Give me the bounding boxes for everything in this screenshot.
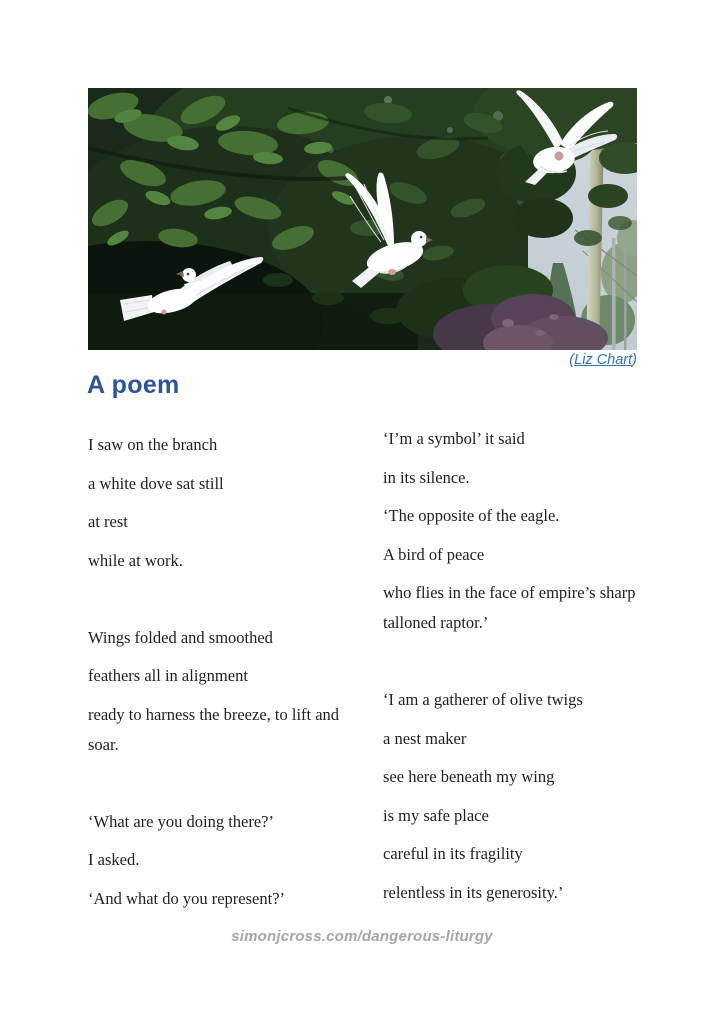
poem-line: ‘What are you doing there?’ <box>88 811 274 831</box>
poem-line: ‘I’m a symbol’ it said <box>383 429 525 448</box>
poem-line: a white dove sat still <box>88 473 224 493</box>
poem <box>88 424 648 922</box>
caption-link[interactable]: Liz Chart <box>574 352 633 368</box>
poem-line: while at work. <box>88 550 183 570</box>
poem-column-right <box>383 424 645 922</box>
poem-line: a nest maker <box>383 728 467 748</box>
poem-column-left <box>88 424 383 922</box>
caption-suffix: ) <box>632 352 637 368</box>
poem-line: ready to harness the breeze, to lift and <box>88 704 340 724</box>
poem-line: ‘I am a gatherer of olive twigs <box>383 690 583 709</box>
poem-line: at rest <box>88 512 128 531</box>
poem-line: in its silence. <box>383 467 470 487</box>
poem-line: I saw on the branch <box>88 435 218 454</box>
poem-line: I asked. <box>88 850 140 869</box>
poem-line: ‘And what do you represent?’ <box>88 888 286 908</box>
poem-line: talloned raptor.’ <box>383 613 489 632</box>
poem-line: Wings folded and smoothed <box>88 627 273 647</box>
doves-photo-graphic <box>88 88 637 350</box>
poem-line: who flies in the face of empire’s sharp <box>383 583 636 602</box>
doves-photo <box>88 88 637 350</box>
poem-line: A bird of peace <box>383 544 485 564</box>
photo-caption <box>88 352 637 368</box>
poem-line: feathers all in alignment <box>88 666 248 685</box>
poem-line: soar. <box>88 734 119 754</box>
poem-line: relentless in its generosity.’ <box>383 882 564 902</box>
caption-prefix: ( <box>569 352 575 368</box>
poem-line: ‘The opposite of the eagle. <box>383 506 560 525</box>
poem-line: careful in its fragility <box>383 844 523 863</box>
poem-line: is my safe place <box>383 805 489 825</box>
page-title: A poem <box>87 371 180 399</box>
poem-line: see here beneath my wing <box>383 767 555 786</box>
footer-url: simonjcross.com/dangerous-liturgy <box>231 928 493 945</box>
